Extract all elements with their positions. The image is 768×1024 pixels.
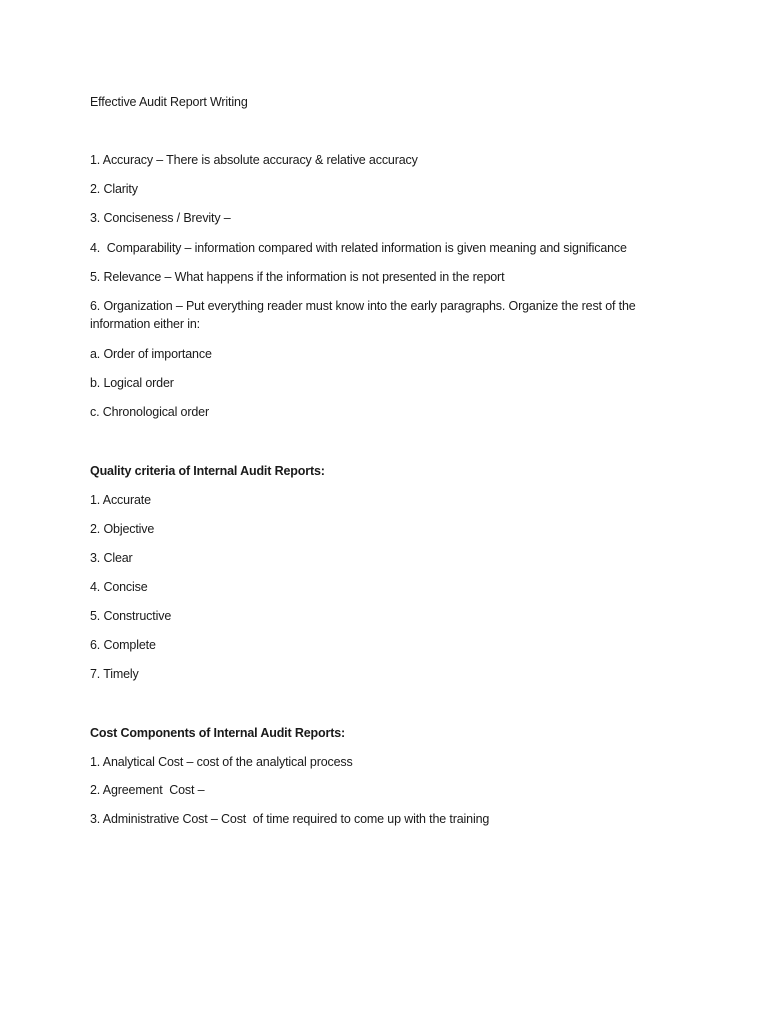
list-item-objective: 2. Objective	[90, 522, 155, 536]
list-item-relevance: 5. Relevance – What happens if the information is not presented in the report	[90, 270, 505, 284]
list-item-clarity: 2. Clarity	[90, 182, 138, 196]
section-heading-cost-components: Cost Components of Internal Audit Reports:	[90, 726, 346, 740]
list-item-conciseness: 3. Conciseness / Brevity –	[90, 211, 231, 225]
list-item-complete: 6. Complete	[90, 638, 156, 652]
document-title: Effective Audit Report Writing	[90, 95, 248, 109]
list-item-chronological-order: c. Chronological order	[90, 405, 209, 419]
list-item-concise: 4. Concise	[90, 580, 148, 594]
list-item-accuracy: 1. Accuracy – There is absolute accuracy & relative accuracy	[90, 153, 418, 167]
list-item-constructive: 5. Constructive	[90, 609, 172, 623]
list-item-agreement-cost: 2. Agreement Cost –	[90, 783, 205, 797]
list-item-clear: 3. Clear	[90, 551, 133, 565]
list-item-comparability: 4. Comparability – information compared with related information is given meaning and significance	[90, 241, 627, 255]
list-item-organization: 6. Organization – Put everything reader must know into the early paragraphs. Organize the rest of the information either in:	[90, 299, 639, 331]
list-item-accurate: 1. Accurate	[90, 493, 151, 507]
list-item-timely: 7. Timely	[90, 667, 139, 681]
list-item-administrative-cost: 3. Administrative Cost – Cost of time required to come up with the training	[90, 812, 490, 826]
section-heading-quality-criteria: Quality criteria of Internal Audit Reports:	[90, 464, 325, 478]
list-item-order-importance: a. Order of importance	[90, 347, 212, 361]
list-item-logical-order: b. Logical order	[90, 376, 174, 390]
list-item-analytical-cost: 1. Analytical Cost – cost of the analytical process	[90, 755, 353, 769]
